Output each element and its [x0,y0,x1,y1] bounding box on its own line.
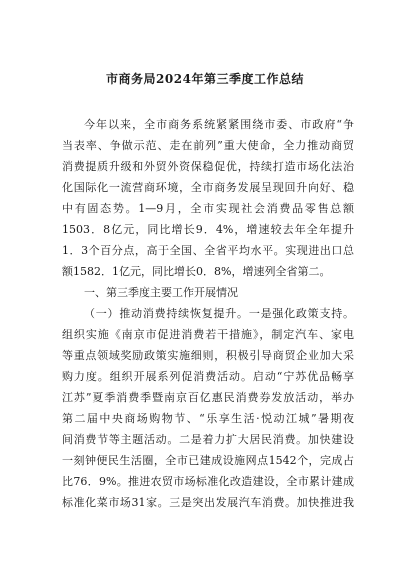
paragraph-line: 江苏”夏季消费季暨南京百亿惠民消费券发放活动，举办 [62,391,354,404]
subsection-line: （一）推动消费持续恢复提升。一是强化政策支持。 [84,307,354,320]
section-heading: 一、第三季度主要工作开展情况 [84,286,238,299]
paragraph-line: 中有固态势。1—9月，全市实现社会消费品零售总额 [62,202,354,215]
paragraph-line: 1．3个百分点，高于全国、全省平均水平。实现进出口总 [62,244,354,257]
paragraph-line: 等重点领域奖励政策实施细则，积极引导商贸企业加大采 [62,349,354,362]
document-body [62,114,354,513]
paragraph-line: 消费提质升级和外贸外资保稳促优，持续打造市场化法治 [62,160,354,173]
document-title: 市商务局2024年第三季度工作总结 [106,72,304,86]
paragraph-line: 比76．9%。推进农贸市场标准化改造建设，全市累计建成 [62,475,354,488]
paragraph-line: 组织实施《南京市促进消费若干措施》，制定汽车、家电 [62,328,354,341]
paragraph-line: 一刻钟便民生活圈，全市已建成设施网点1542个，完成占 [62,454,354,467]
paragraph-line: 1503．8亿元，同比增长9．4%，增速较去年全年提升 [62,223,354,236]
paragraph-line: 间消费节等主题活动。二是着力扩大居民消费。加快建设 [62,433,354,446]
paragraph-line: 化国际化一流营商环境，全市商务发展呈现回升向好、稳 [62,181,354,194]
paragraph-line: 标准化菜市场31家。三是突出发展汽车消费。加快推进我 [62,496,354,509]
paragraph-line: 额1582．1亿元，同比增长0．8%，增速列全省第二。 [62,265,331,278]
paragraph-line: 第二届中央商场购物节、“乐享生活·悦动江城”暑期夜 [62,412,354,425]
paragraph-line: 购力度。组织开展系列促消费活动。启动“宁苏优品畅享 [62,370,354,383]
paragraph-line: 今年以来，全市商务系统紧紧围绕市委、市政府“争 [84,118,354,131]
paragraph-line: 当表率、争做示范、走在前列”重大使命，全力推动商贸 [62,139,354,152]
